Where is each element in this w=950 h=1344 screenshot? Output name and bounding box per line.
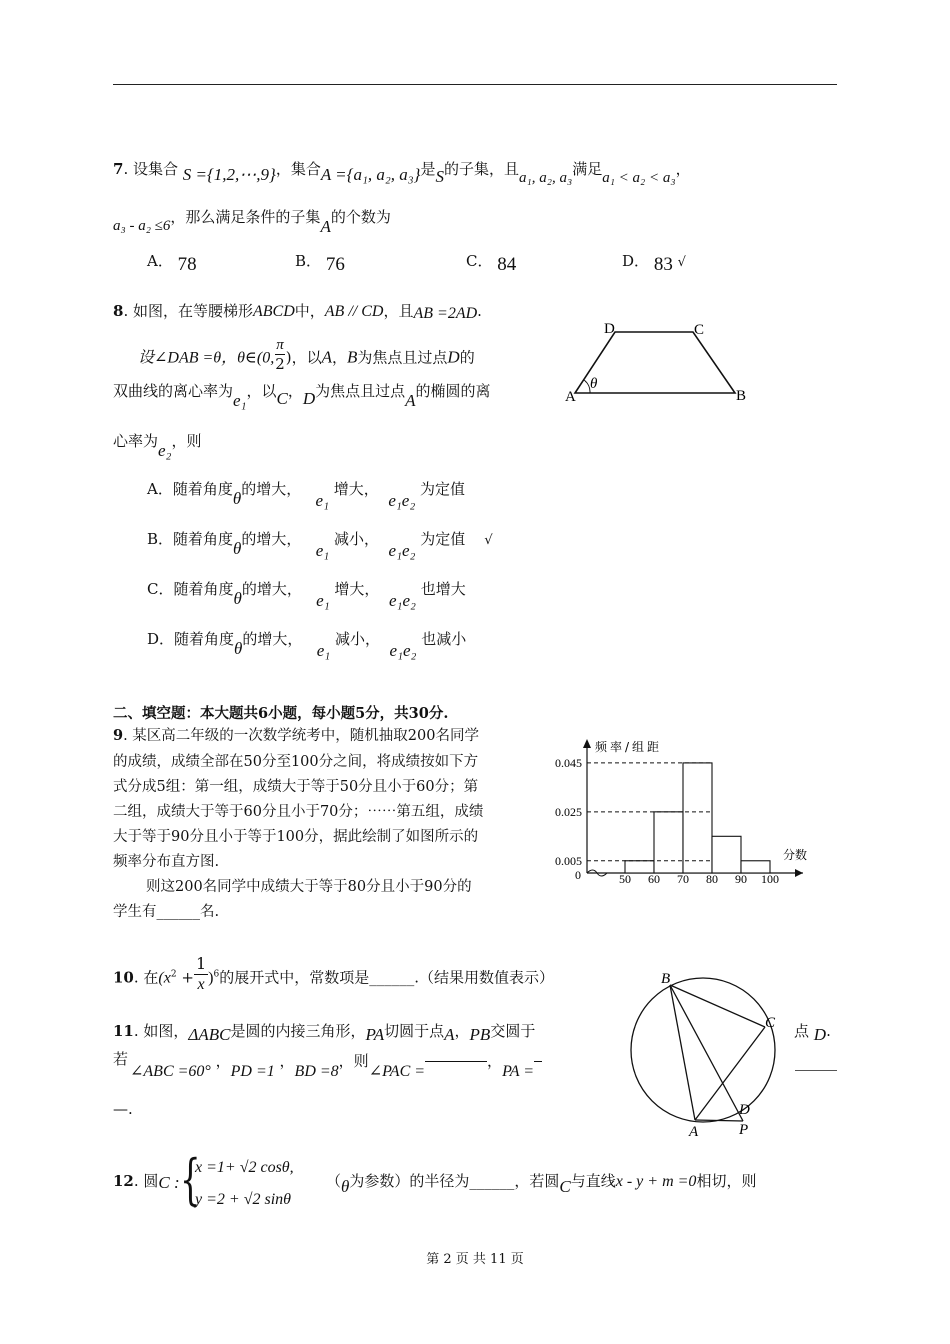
q11-text: ， — [454, 1022, 470, 1040]
q8-text: ，以 — [246, 382, 277, 400]
e1e2: e₁e₂ — [389, 641, 417, 660]
q11-d: D — [813, 1025, 827, 1044]
q12-text: 相切，则 — [696, 1172, 757, 1190]
q7-option-b — [295, 250, 345, 275]
q11-text: 切圆于点 — [384, 1022, 445, 1040]
q8-a: A — [405, 391, 416, 410]
q10-line — [113, 954, 554, 999]
q11-a: A — [444, 1025, 455, 1044]
option-text: 的增大， — [241, 530, 302, 548]
q12-text: （ — [326, 1172, 342, 1190]
q8-option-b — [147, 528, 493, 560]
q11-cond-pd: PD =1 — [230, 1063, 275, 1080]
option-value: 76 — [325, 254, 345, 275]
secant-pb — [670, 985, 743, 1121]
option-text: 增大， — [334, 580, 380, 598]
option-value: 78 — [177, 254, 197, 275]
q8-angle: 设∠DAB =θ，θ∈(0, — [138, 349, 275, 367]
q10-fraction — [194, 954, 208, 995]
option-value: 83 — [653, 254, 673, 275]
circle-figure — [615, 965, 800, 1140]
option-text: 增大， — [333, 480, 379, 498]
label-a: A — [565, 389, 576, 405]
q9-line2: 的成绩，成绩全部在50分至100分之间，将成绩按如下方 — [113, 754, 479, 770]
q9-line7: 则这200名同学中成绩大于等于80分且小于90分的 — [146, 879, 472, 895]
e1e2: e₁e₂ — [388, 541, 416, 560]
theta: θ — [233, 589, 242, 608]
q8-text: 双曲线的离心率为 — [113, 382, 234, 400]
q11-blank-right[interactable] — [795, 1070, 837, 1071]
label-d: D — [739, 1102, 750, 1118]
q11-tail: —. — [113, 1100, 133, 1118]
q7-text: ，那么满足条件的子集 — [170, 208, 321, 226]
side-bc — [670, 985, 765, 1027]
q12-text: . 圆 — [133, 1172, 159, 1190]
q7-text: 满足 — [572, 160, 603, 178]
check-mark: √ — [484, 533, 493, 548]
q7-inequality: a₁ < a₂ < a₃ — [602, 170, 676, 186]
q8-abcd: ABCD — [252, 303, 295, 320]
option-text: 的增大， — [241, 580, 302, 598]
q8-text: . — [477, 302, 482, 320]
q12-c: C — [559, 1177, 571, 1196]
q12-text: 为参数）的半径为______，若圆 — [349, 1172, 560, 1190]
q11-pb: PB — [469, 1025, 491, 1044]
label-c: C — [694, 322, 705, 338]
y-tick-label: 0.005 — [555, 853, 582, 868]
q8-b: B — [347, 347, 358, 367]
q11-line2b: ∠ABC =60° ，PD =1 ，BD =8，则∠PAC =，PA = — [130, 1060, 542, 1081]
label-b: B — [661, 971, 671, 987]
theta: θ — [232, 489, 242, 508]
blank-line[interactable] — [534, 1061, 542, 1062]
q8-fraction — [275, 336, 285, 373]
q12-eq-y: y =2 + √2 sinθ — [195, 1191, 292, 1208]
x-tick-label: 80 — [706, 872, 718, 886]
x-tick-label: 70 — [677, 872, 689, 886]
y-tick-label: 0.025 — [555, 804, 582, 819]
e1: e₁ — [315, 541, 330, 560]
option-text: 的增大， — [242, 630, 303, 648]
label-theta: θ — [590, 376, 598, 392]
option-label: A．随着角度 — [147, 480, 233, 498]
q11-ask-pa: PA = — [502, 1063, 535, 1080]
q7-line1 — [113, 158, 691, 186]
option-text: 为定值 — [420, 530, 466, 548]
e1: e₁ — [316, 641, 331, 660]
q9-line5: 大于等于90分且小于等于100分，据此绘制了如图所示的 — [113, 829, 479, 845]
q10-number: 10 — [113, 968, 134, 987]
q8-e2: e₂ — [158, 441, 172, 460]
theta: θ — [233, 539, 242, 558]
frequency-histogram — [545, 735, 815, 895]
option-label: B． — [295, 252, 322, 270]
q8-option-c — [147, 578, 466, 610]
two: 2 — [275, 355, 285, 373]
q7-set-s: S ={1,2,⋯,9} — [182, 165, 276, 184]
q10-paren: ) — [208, 969, 214, 987]
q7-text: 是 — [420, 160, 436, 178]
q8-a: A — [321, 347, 332, 367]
q7-text: 的个数为 — [330, 208, 391, 226]
q7-line2 — [113, 206, 391, 236]
page-footer: 第 2 页 共 11 页 — [426, 1252, 524, 1267]
option-label: B．随着角度 — [147, 530, 234, 548]
option-text: 的增大， — [241, 480, 302, 498]
q11-text: 点 — [794, 1022, 810, 1040]
q8-line4 — [113, 430, 202, 460]
q11-text: 若 — [113, 1050, 129, 1068]
tangent-pa — [695, 1120, 743, 1121]
q8-text: . 如图，在等腰梯形 — [123, 302, 253, 320]
label-c: C — [765, 1015, 776, 1031]
q8-text: ， — [287, 382, 303, 400]
q11-cond-angle: ∠ABC =60° — [130, 1063, 211, 1080]
x-tick-label: 100 — [761, 872, 779, 886]
blank-line[interactable] — [425, 1061, 487, 1062]
q8-text: 中， — [294, 302, 325, 320]
q9-number: 9 — [113, 727, 124, 744]
q12-brace: { — [180, 1148, 201, 1211]
q8-text: 为焦点且过点 — [315, 382, 406, 400]
q12-line-eq: x - y + m =0 — [615, 1173, 697, 1190]
q12-eq-x: x =1+ √2 cosθ, — [195, 1159, 294, 1176]
x-tick-label: 50 — [619, 872, 631, 886]
q11-text: 交圆于 — [490, 1022, 536, 1040]
q8-line3 — [113, 380, 491, 410]
q9-text: . 某区高二年级的一次数学统考中，随机抽取200名同学 — [123, 728, 479, 744]
q8-d: D — [302, 389, 316, 408]
q11-ask-angle: ∠PAC = — [368, 1063, 426, 1080]
option-value: 84 — [497, 254, 517, 275]
q9-line4: 二组，成绩大于等于60分且小于70分；⋯⋯第五组，成绩 — [113, 804, 484, 820]
q8-line2 — [138, 337, 475, 377]
q8-text: ，则 — [171, 432, 202, 450]
frac-top: 1 — [195, 954, 207, 973]
q8-c: C — [276, 389, 288, 408]
q12-theta: θ — [341, 1177, 350, 1196]
q9-line1 — [113, 724, 479, 745]
q12-line — [113, 1170, 180, 1191]
q8-text: )，以 — [285, 348, 322, 367]
q8-text: 为焦点且过点 — [357, 348, 448, 367]
y-tick-label: 0.045 — [555, 755, 582, 770]
q10-exp: 2 — [170, 969, 177, 980]
q11-triangle: ΔABC — [188, 1025, 231, 1044]
q10-plus: + — [181, 968, 194, 987]
q11-line1 — [113, 1020, 536, 1044]
q8-text: 心率为 — [113, 432, 159, 450]
pi: π — [276, 337, 284, 353]
q9-line8: 学生有______名. — [113, 904, 220, 920]
q8-option-d — [147, 628, 467, 660]
q11-cond-bd: BD =8 — [294, 1063, 339, 1080]
q8-line1 — [113, 300, 482, 321]
e1e2: e₁e₂ — [388, 591, 416, 610]
origin-label: 0 — [575, 868, 581, 882]
q11-text: 是圆的内接三角形， — [230, 1022, 366, 1040]
histogram-bar-60-70 — [654, 812, 683, 873]
trapezoid-figure — [560, 315, 760, 415]
q10-text: . 在 — [133, 968, 159, 987]
e1: e₁ — [315, 491, 329, 510]
side-ca — [695, 1027, 765, 1120]
label-d: D — [604, 321, 615, 337]
q10-text: 的展开式中，常数项是______.（结果用数值表示） — [219, 968, 554, 987]
histogram-bar-70-80 — [683, 763, 712, 873]
theta: θ — [234, 639, 243, 658]
q11-text: . — [826, 1022, 831, 1040]
label-a: A — [689, 1124, 699, 1140]
q8-text: ，且 — [383, 302, 414, 320]
q7-number: 7 — [113, 160, 124, 178]
q8-text: 的 — [459, 348, 475, 367]
q8-number: 8 — [113, 302, 124, 320]
q7-a-list: a₁, a₂, a₃ — [519, 170, 573, 186]
section-2-heading: 二、填空题：本大题共6小题，每小题5分，共30分. — [113, 705, 449, 722]
x-tick-label: 90 — [735, 872, 747, 886]
option-text: 减小， — [333, 530, 379, 548]
q7-set-a: A ={a₁, a₂, a₃} — [320, 165, 421, 184]
header-rule — [113, 84, 837, 85]
q9-line3: 式分成5组：第一组，成绩大于等于50分且小于60分；第 — [113, 779, 479, 795]
q7-option-c — [466, 250, 517, 275]
option-label: A． — [147, 252, 173, 270]
q10-power: 6 — [213, 969, 220, 980]
q7-text: 的子集，且 — [444, 160, 520, 178]
q7-s: S — [435, 167, 445, 186]
q7-option-d — [622, 250, 686, 275]
option-label: D． — [622, 252, 650, 270]
q11-pa: PA — [365, 1025, 385, 1044]
q9-line6: 频率分布直方图. — [113, 854, 220, 870]
option-label: C． — [466, 252, 493, 270]
q12-system — [195, 1152, 294, 1216]
q8-option-a — [147, 478, 466, 510]
label-b: B — [736, 388, 747, 404]
x-axis-label: 分数 — [783, 848, 808, 862]
q8-parallel: AB // CD — [324, 303, 384, 320]
y-axis-label: 频率/组距 — [595, 740, 663, 754]
q7-text: . 设集合 — [123, 160, 178, 178]
q10-expr: (x — [158, 969, 171, 987]
q8-equation: AB =2AD — [413, 305, 478, 322]
q12-number: 12 — [113, 1172, 134, 1190]
q11-line2 — [113, 1048, 128, 1069]
q8-text: ， — [332, 348, 348, 367]
check-mark: √ — [677, 255, 686, 270]
q7-a: A — [320, 217, 331, 236]
y-axis-arrow — [583, 739, 591, 748]
q12-text: 与直线 — [570, 1172, 616, 1190]
option-text: 减小， — [334, 630, 380, 648]
q8-e1: e₁ — [233, 391, 247, 410]
q12-c: C : — [158, 1173, 180, 1192]
option-label: C．随着角度 — [147, 580, 234, 598]
q7-text: ，集合 — [275, 160, 321, 178]
histogram-bar-80-90 — [712, 836, 741, 873]
option-text: 为定值 — [420, 480, 466, 498]
q8-d: D — [447, 347, 460, 367]
frac-bottom: x — [197, 976, 205, 993]
q12-line-rest — [326, 1170, 757, 1196]
q11-number: 11 — [113, 1022, 134, 1040]
e1: e₁ — [316, 591, 330, 610]
q7-inequality-2: a₃ - a₂ ≤6 — [113, 218, 171, 234]
q11-text: ，则 — [338, 1052, 369, 1070]
q8-text: 的椭圆的离 — [415, 382, 491, 400]
option-text: 也增大 — [420, 580, 466, 598]
x-axis-arrow — [795, 869, 803, 877]
q7-text: ， — [675, 160, 691, 178]
option-text: 也减小 — [421, 630, 467, 648]
q11-text: . 如图， — [133, 1022, 189, 1040]
label-p: P — [739, 1122, 749, 1138]
option-label: D．随着角度 — [147, 630, 235, 648]
e1e2: e₁e₂ — [388, 491, 416, 510]
trapezoid-shape — [575, 332, 735, 393]
x-tick-label: 60 — [648, 872, 660, 886]
q7-option-a — [147, 250, 197, 275]
side-ba — [670, 985, 695, 1120]
